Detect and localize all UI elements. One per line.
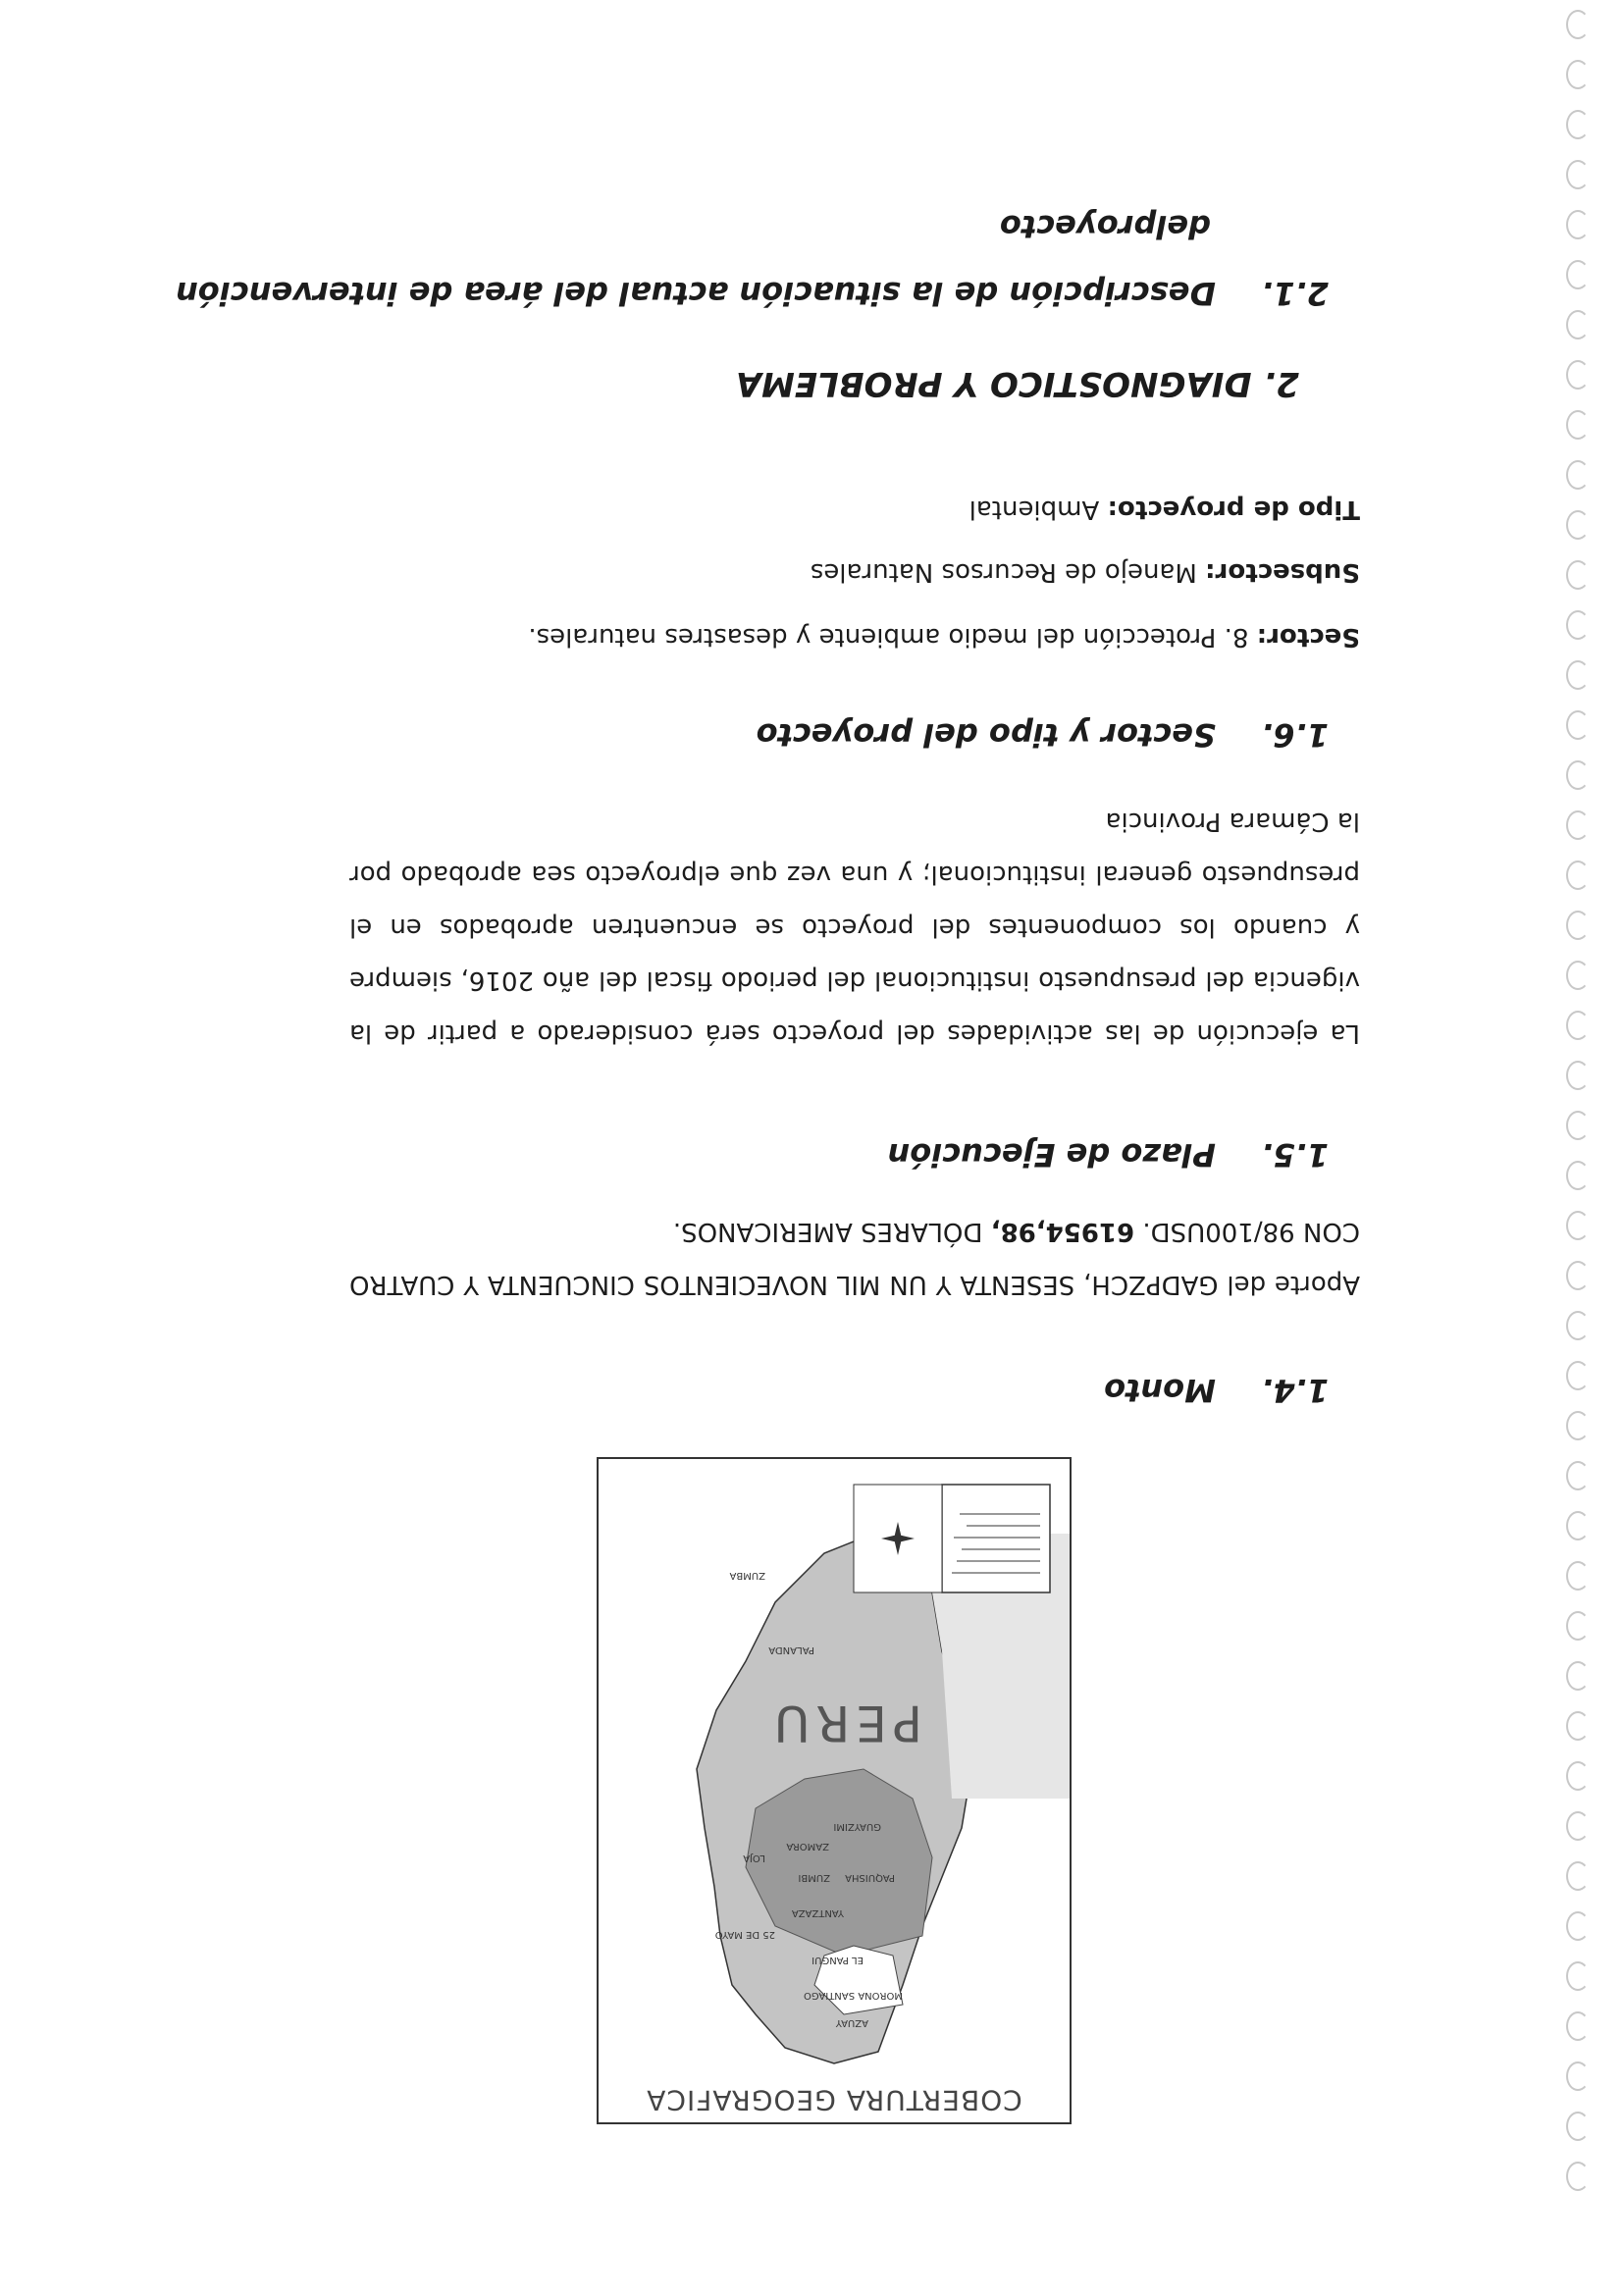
heading-2: 2. DIAGNOSTICO Y PROBLEMA	[735, 364, 1299, 403]
country-label: PERU	[767, 1695, 922, 1751]
tipo-proyecto-line	[969, 495, 1360, 524]
heading-2-1	[176, 275, 1329, 312]
coverage-map	[597, 1457, 1072, 2124]
subsector-value: Manejo de Recursos Naturales	[810, 557, 1206, 587]
label-palanda: PALANDA	[768, 1644, 814, 1655]
sector-label: Sector:	[1256, 622, 1360, 652]
map-title: COBERTURA GEOGRAFICA	[646, 2084, 1022, 2116]
section-title: Plazo de Ejecución	[887, 1136, 1216, 1174]
label-azuay: AZUAY	[835, 2017, 868, 2028]
map-drawing	[599, 1459, 1070, 2122]
label-zumbi: ZUMBI	[798, 1872, 830, 1883]
heading-1-6	[757, 716, 1329, 754]
label-zumba: ZUMBA	[729, 1570, 765, 1581]
monto-text: Aporte del GADPZCH, SESENTA Y UN MIL NOVECIENTOS CINCUENTA Y CUATRO CON 98/100USD.	[349, 1217, 1360, 1299]
subsector-line	[811, 557, 1360, 587]
tipo-value: Ambiental	[969, 495, 1108, 524]
label-pangui: EL PANGUI	[812, 1955, 864, 1965]
section-title: Sector y tipo del proyecto	[756, 716, 1216, 754]
label-loja: LOJA	[743, 1852, 765, 1863]
section-title: Monto	[1104, 1372, 1216, 1409]
heading-2-1-continued: delproyecto	[999, 208, 1211, 245]
section-number: 2.1.	[1261, 275, 1329, 312]
monto-paragraph	[349, 1205, 1360, 1311]
label-yantzaza: YANTZAZA	[791, 1907, 844, 1918]
label-paquisha: PAQUISHA	[845, 1872, 895, 1883]
label-zamora: ZAMORA	[786, 1841, 829, 1852]
label-25-de-mayo: 25 DE MAYO	[714, 1929, 775, 1940]
section-number: 1.4.	[1261, 1372, 1329, 1409]
section-title: Descripción de la situación actual del área de intervención	[176, 275, 1216, 312]
plazo-paragraph: La ejecución de las actividades del proyecto será considerado a partir de la vigencia del presupuesto institucional del periodo fiscal del año 2016, siempre y cuando los componentes del proyecto se encuentren aprobados en el presupuesto general institucional; y una vez que elproyecto sea aprobado por la Cámara Provincia	[349, 807, 1360, 1048]
monto-amount: 61954,98,	[990, 1217, 1135, 1246]
sector-value: 8. Protección del medio ambiente y desastres naturales.	[528, 622, 1257, 652]
subsector-label: Subsector:	[1205, 557, 1360, 587]
label-guayzimi: GUAYZIMI	[833, 1821, 881, 1832]
tipo-label: Tipo de proyecto:	[1107, 495, 1360, 524]
section-number: 1.5.	[1261, 1136, 1329, 1174]
section-number: 1.6.	[1261, 716, 1329, 754]
label-morona: MORONA SANTIAGO	[803, 1990, 903, 2001]
monto-text-end: DÓLARES AMERICANOS.	[672, 1217, 991, 1246]
heading-1-4	[1104, 1372, 1329, 1409]
heading-1-5	[888, 1136, 1330, 1174]
sector-line	[528, 622, 1360, 652]
